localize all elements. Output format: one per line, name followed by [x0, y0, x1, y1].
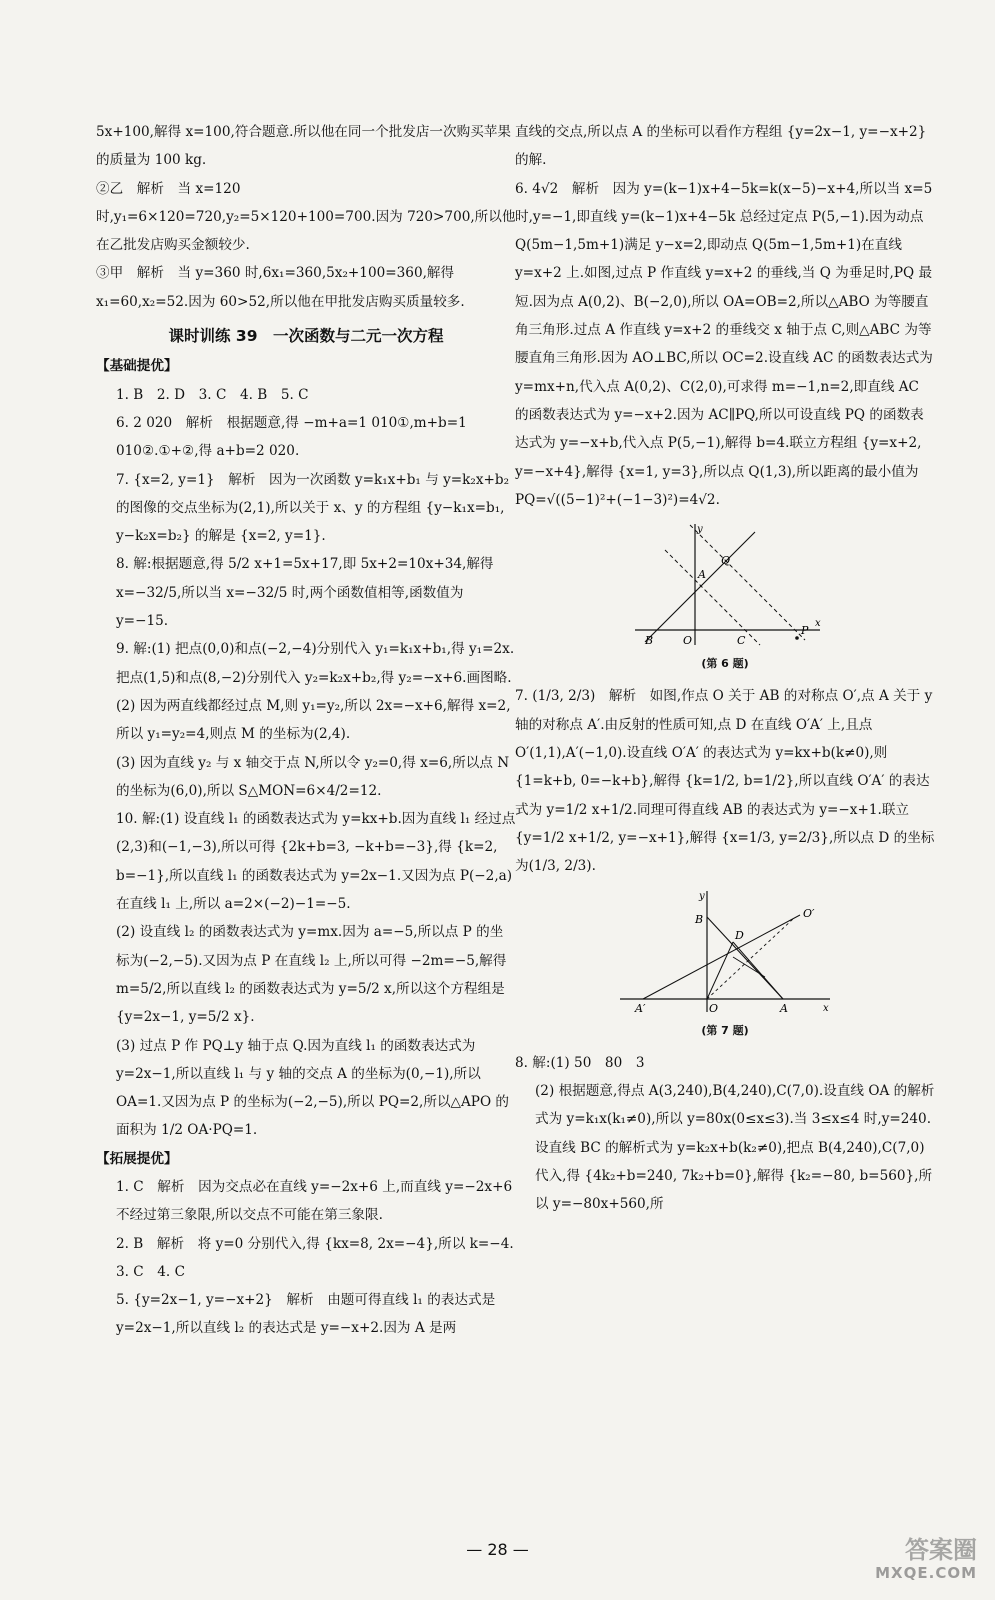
point-p — [795, 636, 799, 640]
answer-item: 7. (1/3, 2/3) 解析 如图,作点 O 关于 AB 的对称点 O′,点 A 关于 y 轴的对称点 A′.由反射的性质可知,点 D 在直线 O′A′ 上,且点 O′(1,1),A′(−1,0).设直线 O′A′ 的表达式为 y=kx+b(k≠0),则 {1=k+b, 0=−k+b},解得 {k=1/2, b=1/2},所以直线 O′A′ 的表达式为 y=1/2 x+1/2.同理可得直线 AB 的表达式为 y=−x+1.联立 {y=1/2 x+1/2, y=−x+1},解得 {x=1/3, y=2/3},所以点 D 的坐标为(1/3, 2/3). — [515, 688, 935, 875]
right-column — [515, 118, 935, 1219]
answer-item: (2) 根据题意,得点 A(3,240),B(4,240),C(7,0).设直线 OA 的解析式为 y=k₁x(k₁≠0),所以 y=80x(0≤x≤3).当 3≤x≤4 时,y=240.设直线 BC 的解析式为 y=k₂x+b(k₂≠0),把点 B(4,240),C(7,0)代入,得 {4k₂+b=240, 7k₂+b=0},解得 {k₂=−80, b=560},所以 y=−80x+560,所 — [535, 1083, 935, 1213]
paragraph: ③甲 解析 当 y=360 时,6x₁=360,5x₂+100=360,解得 x₁=60,x₂=52.因为 60>52,所以他在甲批发店购买质量较多. — [96, 265, 465, 310]
section-title: 课时训练 39 一次函数与二元一次方程 — [168, 327, 444, 346]
label-y: y — [699, 890, 705, 902]
line-y-x-plus-2 — [645, 532, 755, 642]
line-a1-o1 — [643, 912, 800, 999]
label-o: O — [683, 634, 693, 648]
answer-item: 5. {y=2x−1, y=−x+2} 解析 由题可得直线 l₁ 的表达式是 y=2x−1,所以直线 l₂ 的表达式是 y=−x+2.因为 A 是两 — [116, 1292, 496, 1337]
basic-tag: 【基础提优】 — [96, 358, 178, 375]
answer-item: (2) 因为两直线都经过点 M,则 y₁=y₂,所以 2x=−x+6,解得 x=2,所以 y₁=y₂=4,则点 M 的坐标为(2,4). — [116, 697, 511, 743]
extend-tag: 【拓展提优】 — [96, 1150, 178, 1167]
label-o: O — [709, 1001, 719, 1015]
label-y: y — [697, 524, 703, 536]
answer-item: 10. 解:(1) 设直线 l₁ 的函数表达式为 y=kx+b.因为直线 l₁ 经过点(2,3)和(−1,−3),所以可得 {2k+b=3, −k+b=−3},得 {k=2, b=−1},所以直线 l₁ 的函数表达式为 y=2x−1.又因为点 P(−2,a)在直线 l₁ 上,所以 a=2×(−2)−1=−5. — [116, 811, 516, 913]
label-o-prime: O′ — [803, 906, 815, 920]
answer-item: 1. C 解析 因为交点必在直线 y=−2x+6 上,而直线 y=−2x+6 不经过第三象限,所以交点不可能在第三象限. — [116, 1178, 513, 1224]
watermark-url: MXQE.COM — [875, 1564, 977, 1582]
figure-7 — [515, 887, 935, 1045]
figure-6-caption: (第 6 题) — [701, 657, 749, 671]
answer-item: 7. {x=2, y=1} 解析 因为一次函数 y=k₁x+b₁ 与 y=k₂x+b₂ 的图像的交点坐标为(2,1),所以关于 x、y 的方程组 {y−k₁x=b₁, y−k₂x=b₂} 的解是 {x=2, y=1}. — [116, 471, 510, 545]
label-d: D — [735, 928, 744, 942]
answer-item: 8. 解:根据题意,得 5/2 x+1=5x+17,即 5x+2=10x+34,解得 x=−32/5,所以当 x=−32/5 时,两个函数值相等,函数值为 y=−15. — [116, 556, 494, 630]
label-p: P — [801, 624, 809, 638]
figure-6-graph — [625, 520, 825, 650]
answer-item: 2. B 解析 将 y=0 分别代入,得 {kx=8, 2x=−4},所以 k=−4. — [116, 1235, 514, 1252]
figure-6 — [515, 520, 935, 678]
paragraph: ②乙 解析 当 x=120 时,y₁=6×120=720,y₂=5×120+100=700.因为 720>700,所以他在乙批发店购买金额较少. — [96, 180, 516, 254]
watermark-logo — [857, 1530, 977, 1582]
paragraph: 直线的交点,所以点 A 的坐标可以看作方程组 {y=2x−1, y=−x+2} 的解. — [515, 124, 927, 169]
label-x: x — [823, 1002, 829, 1014]
segment-od — [707, 942, 733, 999]
answer-item: 8. 解:(1) 50 80 3 — [515, 1054, 645, 1071]
label-x: x — [815, 618, 821, 630]
left-column — [96, 118, 516, 1343]
answer-item: (2) 设直线 l₂ 的函数表达式为 y=mx.因为 a=−5,所以点 P 的坐标为(−2,−5).又因为点 P 在直线 l₂ 上,所以可得 −2m=−5,解得 m=5/2,所以直线 l₂ 的函数表达式为 y=5/2 x,所以这个方程组是 {y=2x−1, y=5/2 x}. — [116, 924, 507, 1026]
watermark-top: 答案圈 — [905, 1536, 977, 1564]
label-q: Q — [721, 554, 731, 568]
paragraph: 5x+100,解得 x=100,符合题意.所以他在同一个批发店一次购买苹果的质量为 100 kg. — [96, 124, 511, 169]
label-c: C — [737, 634, 746, 648]
answer-item: 6. 4√2 解析 因为 y=(k−1)x+4−5k=k(x−5)−x+4,所以当 x=5 时,y=−1,即直线 y=(k−1)x+4−5k 总经过定点 P(5,−1).因为动点 Q(5m−1,5m+1)满足 y−x=2,即动点 Q(5m−1,5m+1)在直线 y=x+2 上.如图,过点 P 作直线 y=x+2 的垂线,当 Q 为垂足时,PQ 最短.因为点 A(0,2)、B(−2,0),所以 OA=OB=2,所以△ABO 为等腰直角三角形.过点 A 作直线 y=x+2 的垂线交 x 轴于点 C,则△ABC 为等腰直角三角形.因为 AO⊥BC,所以 OC=2.设直线 AC 的函数表达式为 y=mx+n,代入点 A(0,2)、C(2,0),可求得 m=−1,n=2,即直线 AC 的函数表达式为 y=−x+2.因为 AC∥PQ,所以可设直线 PQ 的函数表达式为 y=−x+b,代入点 P(5,−1),解得 b=4.联立方程组 {y=x+2, y=−x+4},解得 {x=1, y=3},所以点 Q(1,3),所以距离的最小值为 PQ=√((5−1)²+(−1−3)²)=4√2. — [515, 180, 933, 508]
line-pq — [690, 525, 805, 640]
label-a: A — [698, 568, 706, 582]
answer-item: 9. 解:(1) 把点(0,0)和点(−2,−4)分别代入 y₁=k₁x+b₁,得 y₁=2x.把点(1,5)和点(8,−2)分别代入 y₂=k₂x+b₂,得 y₂=−x+6.画图略. — [116, 641, 515, 686]
answer-item: (3) 过点 P 作 PQ⊥y 轴于点 Q.因为直线 l₁ 的函数表达式为 y=2x−1,所以直线 l₁ 与 y 轴的交点 A 的坐标为(0,−1),所以 OA=1.又因为点 P 的坐标为(−2,−5),所以 PQ=2,所以△APO 的面积为 1/2 OA·PQ=1. — [116, 1037, 510, 1139]
figure-7-caption: (第 7 题) — [701, 1023, 749, 1037]
label-a-prime: A′ — [635, 1001, 646, 1015]
segment-da — [733, 942, 783, 999]
label-b: B — [695, 912, 704, 926]
answer-item: (3) 因为直线 y₂ 与 x 轴交于点 N,所以令 y₂=0,得 x=6,所以点 N 的坐标为(6,0),所以 S△MON=6×4/2=12. — [116, 754, 510, 799]
figure-7-graph — [615, 887, 835, 1017]
answer-item: 1. B 2. D 3. C 4. B 5. C — [116, 386, 309, 403]
line-ac — [665, 550, 760, 648]
label-a: A — [780, 1001, 788, 1015]
answer-item: 6. 2 020 解析 根据题意,得 −m+a=1 010①,m+b=1 010②.①+②,得 a+b=2 020. — [116, 414, 467, 460]
page-number: — 28 — — [466, 1540, 529, 1559]
answer-item: 3. C 4. C — [116, 1263, 185, 1280]
label-b: B — [645, 634, 654, 648]
